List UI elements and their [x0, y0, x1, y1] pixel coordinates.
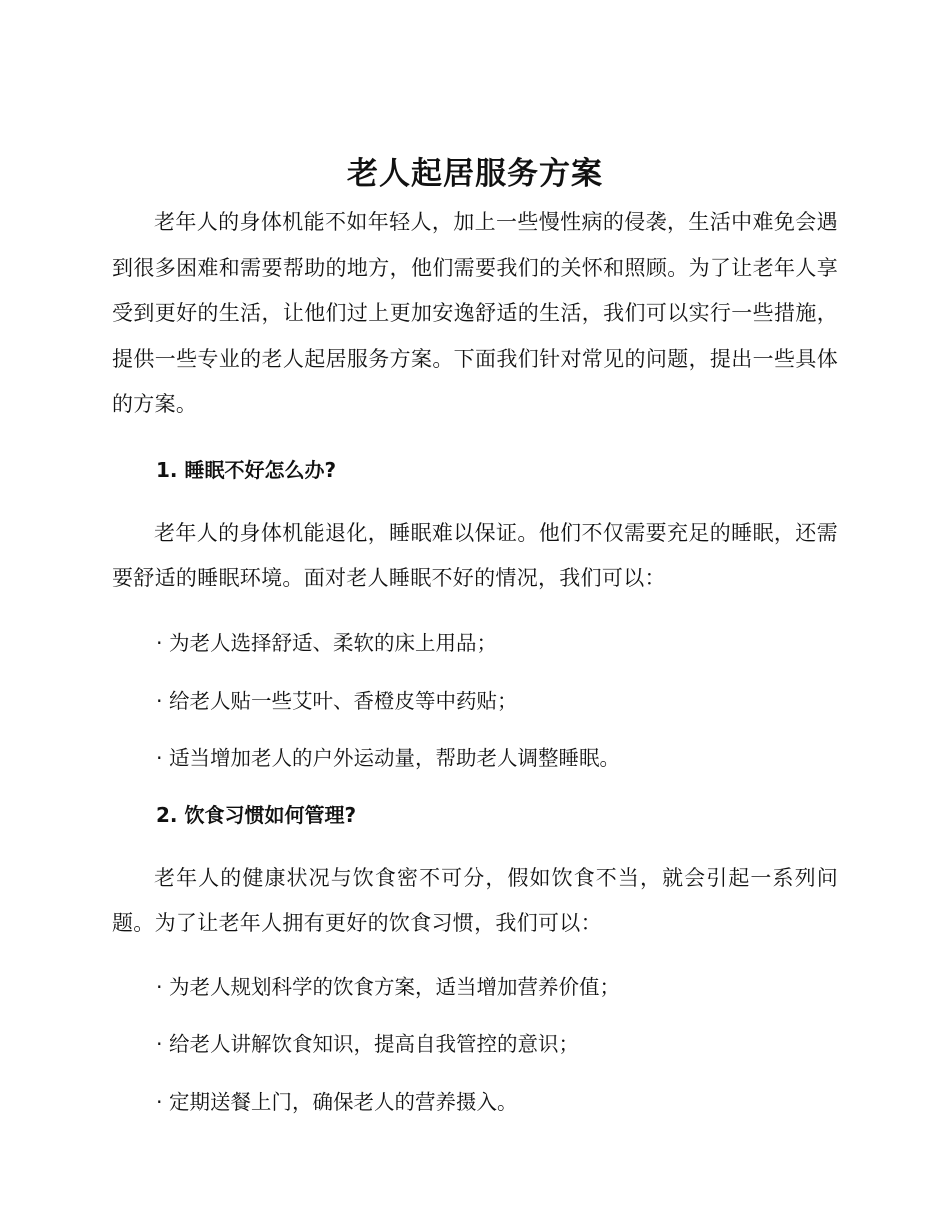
bullet-item: · 为老人规划科学的饮食方案，适当增加营养价值； — [156, 974, 621, 999]
section-paragraph: 老年人的健康状况与饮食密不可分，假如饮食不当，就会引起一系列问题。为了让老年人拥有更好的饮食习惯，我们可以： — [112, 865, 838, 935]
bullet-item: · 为老人选择舒适、柔软的床上用品； — [156, 630, 498, 655]
document-page — [112, 148, 838, 1117]
section-heading: 1. 睡眠不好怎么办? — [156, 457, 337, 482]
document-title: 老人起居服务方案 — [347, 156, 603, 192]
bullet-item: · 适当增加老人的户外运动量，帮助老人调整睡眠。 — [156, 745, 621, 770]
section-diet — [112, 800, 838, 1117]
intro-paragraph: 老年人的身体机能不如年轻人，加上一些慢性病的侵袭，生活中难免会遇到很多困难和需要帮助的地方，他们需要我们的关怀和照顾。为了让老年人享受到更好的生活，让他们过上更加安逸舒适的生活，我们可以实行一些措施，提供一些专业的老人起居服务方案。下面我们针对常见的问题，提出一些具体的方案。 — [112, 210, 838, 416]
bullet-item: · 给老人讲解饮食知识，提高自我管控的意识； — [156, 1031, 580, 1056]
bullet-item: · 定期送餐上门，确保老人的营养摄入。 — [156, 1089, 518, 1114]
section-sleep — [112, 455, 838, 773]
section-heading: 2. 饮食习惯如何管理? — [156, 802, 357, 827]
section-paragraph: 老年人的身体机能退化，睡眠难以保证。他们不仅需要充足的睡眠，还需要舒适的睡眠环境。面对老人睡眠不好的情况，我们可以： — [112, 520, 838, 590]
bullet-item: · 给老人贴一些艾叶、香橙皮等中药贴； — [156, 688, 518, 713]
